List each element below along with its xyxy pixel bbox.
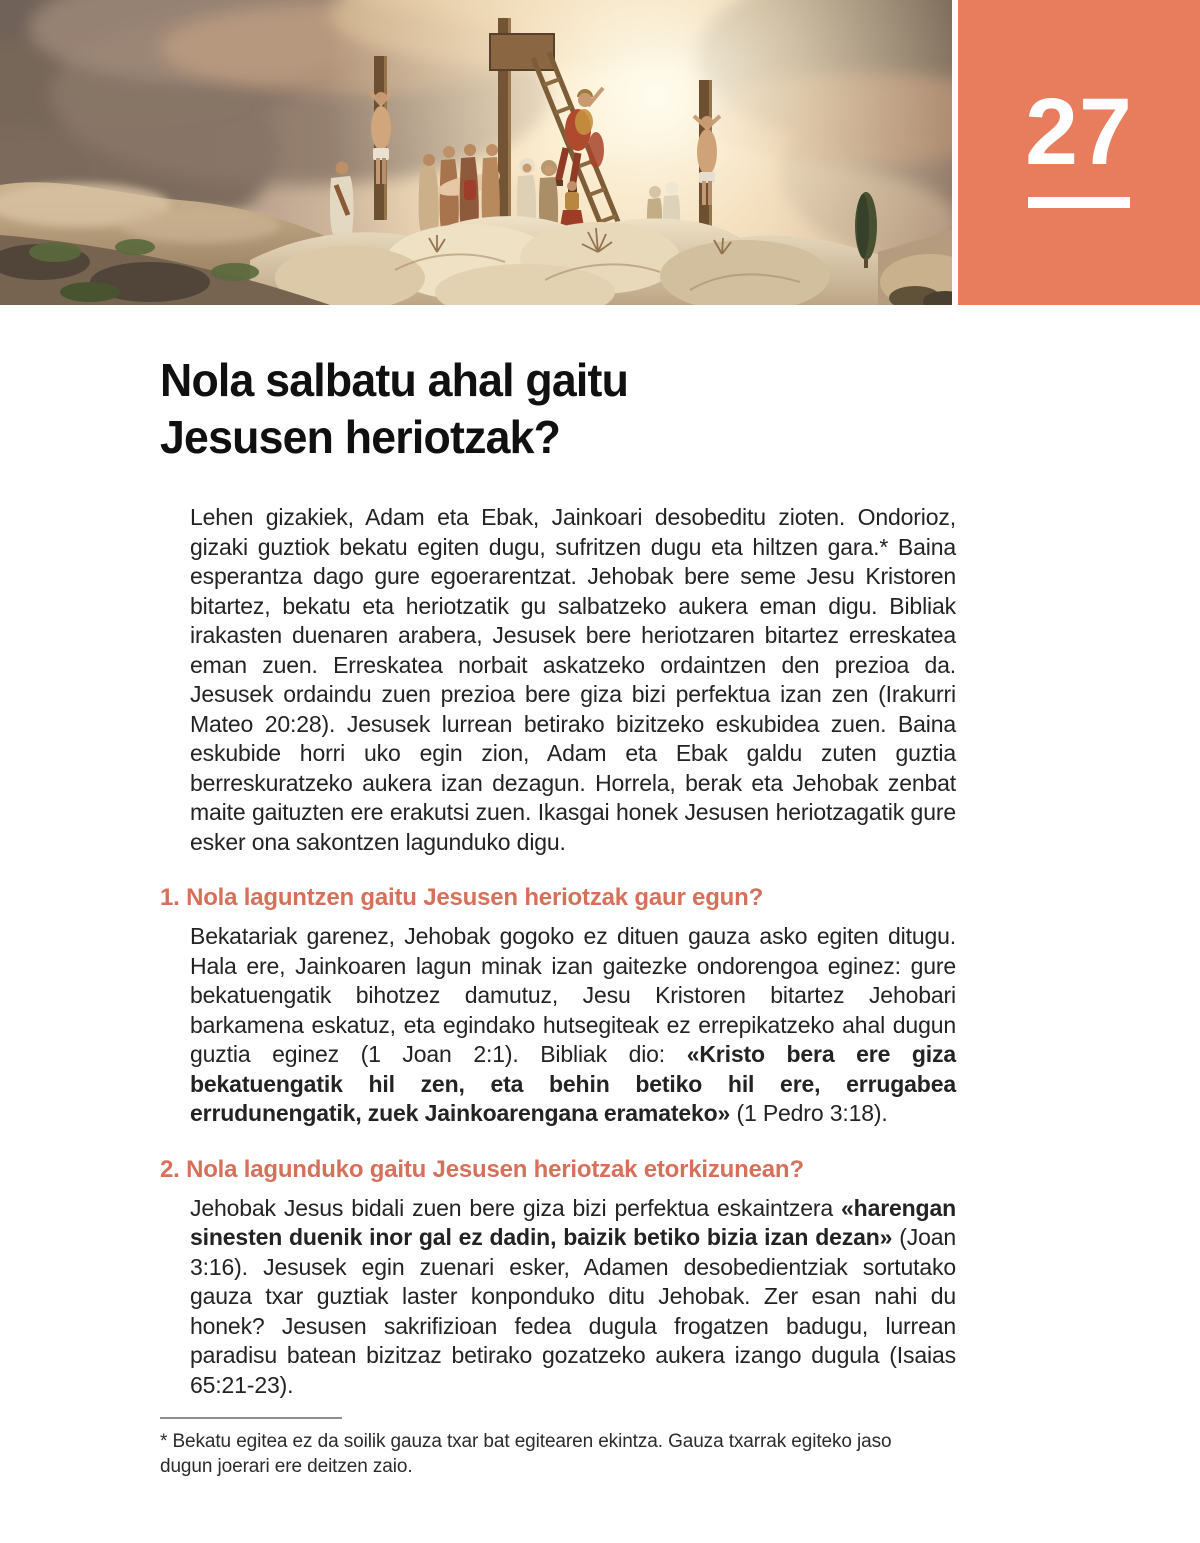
question-2-heading: 2. Nola lagunduko gaitu Jesusen heriotzak etorkizunean?: [160, 1155, 804, 1183]
crucifixion-scene-illustration: [0, 0, 952, 305]
lesson-title-line1: Nola salbatu ahal gaitu: [160, 354, 629, 406]
question-2-paragraph: [190, 1194, 956, 1401]
chapter-number-badge: [958, 0, 1200, 305]
lesson-title: [160, 352, 932, 466]
scripture-quote: «Kristo bera ere giza bekatuengatik hil zen, eta behin betiko hil ere, errugabea errudunengatik, zuek Jainkoarengana eramateko»: [190, 1041, 956, 1126]
chapter-number-underline: [1028, 197, 1130, 208]
page-header: [0, 0, 1200, 305]
footnote-text: * Bekatu egitea ez da soilik gauza txar bat egitearen ekintza. Gauza txarrak egiteko jaso dugun joerari ere deitzen zaio.: [160, 1431, 892, 1477]
question-1-paragraph: [190, 922, 956, 1129]
section-2: [160, 1156, 956, 1401]
question-1-heading: 1. Nola laguntzen gaitu Jesusen heriotzak gaur egun?: [160, 884, 764, 911]
scripture-quote: «harengan sinesten duenik inor gal ez dadin, baizik betiko bizia izan dezan»: [190, 1194, 956, 1250]
text-segment: Jehobak Jesus bidali zuen bere giza bizi perfektua eskaintzera: [190, 1194, 842, 1221]
text-segment: (1 Pedro 3:18).: [730, 1100, 888, 1126]
page-footer: [160, 1417, 956, 1479]
section-1: [160, 884, 956, 1129]
lesson-title-line2: Jesusen heriotzak?: [160, 411, 561, 463]
chapter-number: 27: [1025, 79, 1133, 185]
lesson-content: [160, 352, 956, 1479]
chapter-image: [0, 0, 952, 305]
intro-paragraph: Lehen gizakiek, Adam eta Ebak, Jainkoari desobeditu zioten. Ondorioz, gizaki guztiok bekatu egiten dugu, sufritzen dugu eta hiltzen gara.* Baina esperantza dago gure egoerarentzat. Jehobak bere seme Jesu Kristoren bitartez, bekatu eta heriotzatik gu salbatzeko aukera eman digu. Bibliak irakasten duenaren arabera, Jesusek bere heriotzaren bitartez erreskatea eman zuen. Erreskatea norbait askatzeko ordaintzen den prezioa da. Jesusek ordaindu zuen prezioa bere giza bizi perfektua izan zen (Irakurri Mateo 20:28). Jesusek lurrean betirako bizitzeko eskubidea zuen. Baina eskubide horri uko egin zion, Adam eta Ebak galdu zuten guztia berreskuratzeko aukera izan dezagun. Horrela, berak eta Jehobak zenbat maite gaituzten ere erakutsi zuen. Ikasgai honek Jesusen heriotzagatik gure esker ona sakontzen lagunduko digu.: [190, 504, 956, 855]
footnote-divider: [160, 1417, 342, 1419]
text-segment: Bekatariak garenez, Jehobak gogoko ez dituen gauza asko egiten ditugu. Hala ere, Jainkoaren lagun minak izan gaitezke ondorengoa eginez: gure bekatuengatik bihotzez damutuz, Jesu Kristoren bitartez Jehobari barkamena eskatuz, eta egindako hutsegiteak ez errepikatzeko ahal dugun guztia eginez (1 Joan 2:1). Bibliak dio:: [190, 923, 956, 1067]
text-segment: (Joan 3:16). Jesusek egin zuenari esker, Adamen desobedientziak sortutako gauza txar guztiak laster konponduko ditu Jehobak. Zer esan nahi du honek? Jesusen sakrifizioan fedea dugula frogatzen badugu, lurrean paradisu batean bizitzaz betirako gozatzeko aukera izango dugula (Isaias 65:21-23).: [190, 1224, 956, 1398]
